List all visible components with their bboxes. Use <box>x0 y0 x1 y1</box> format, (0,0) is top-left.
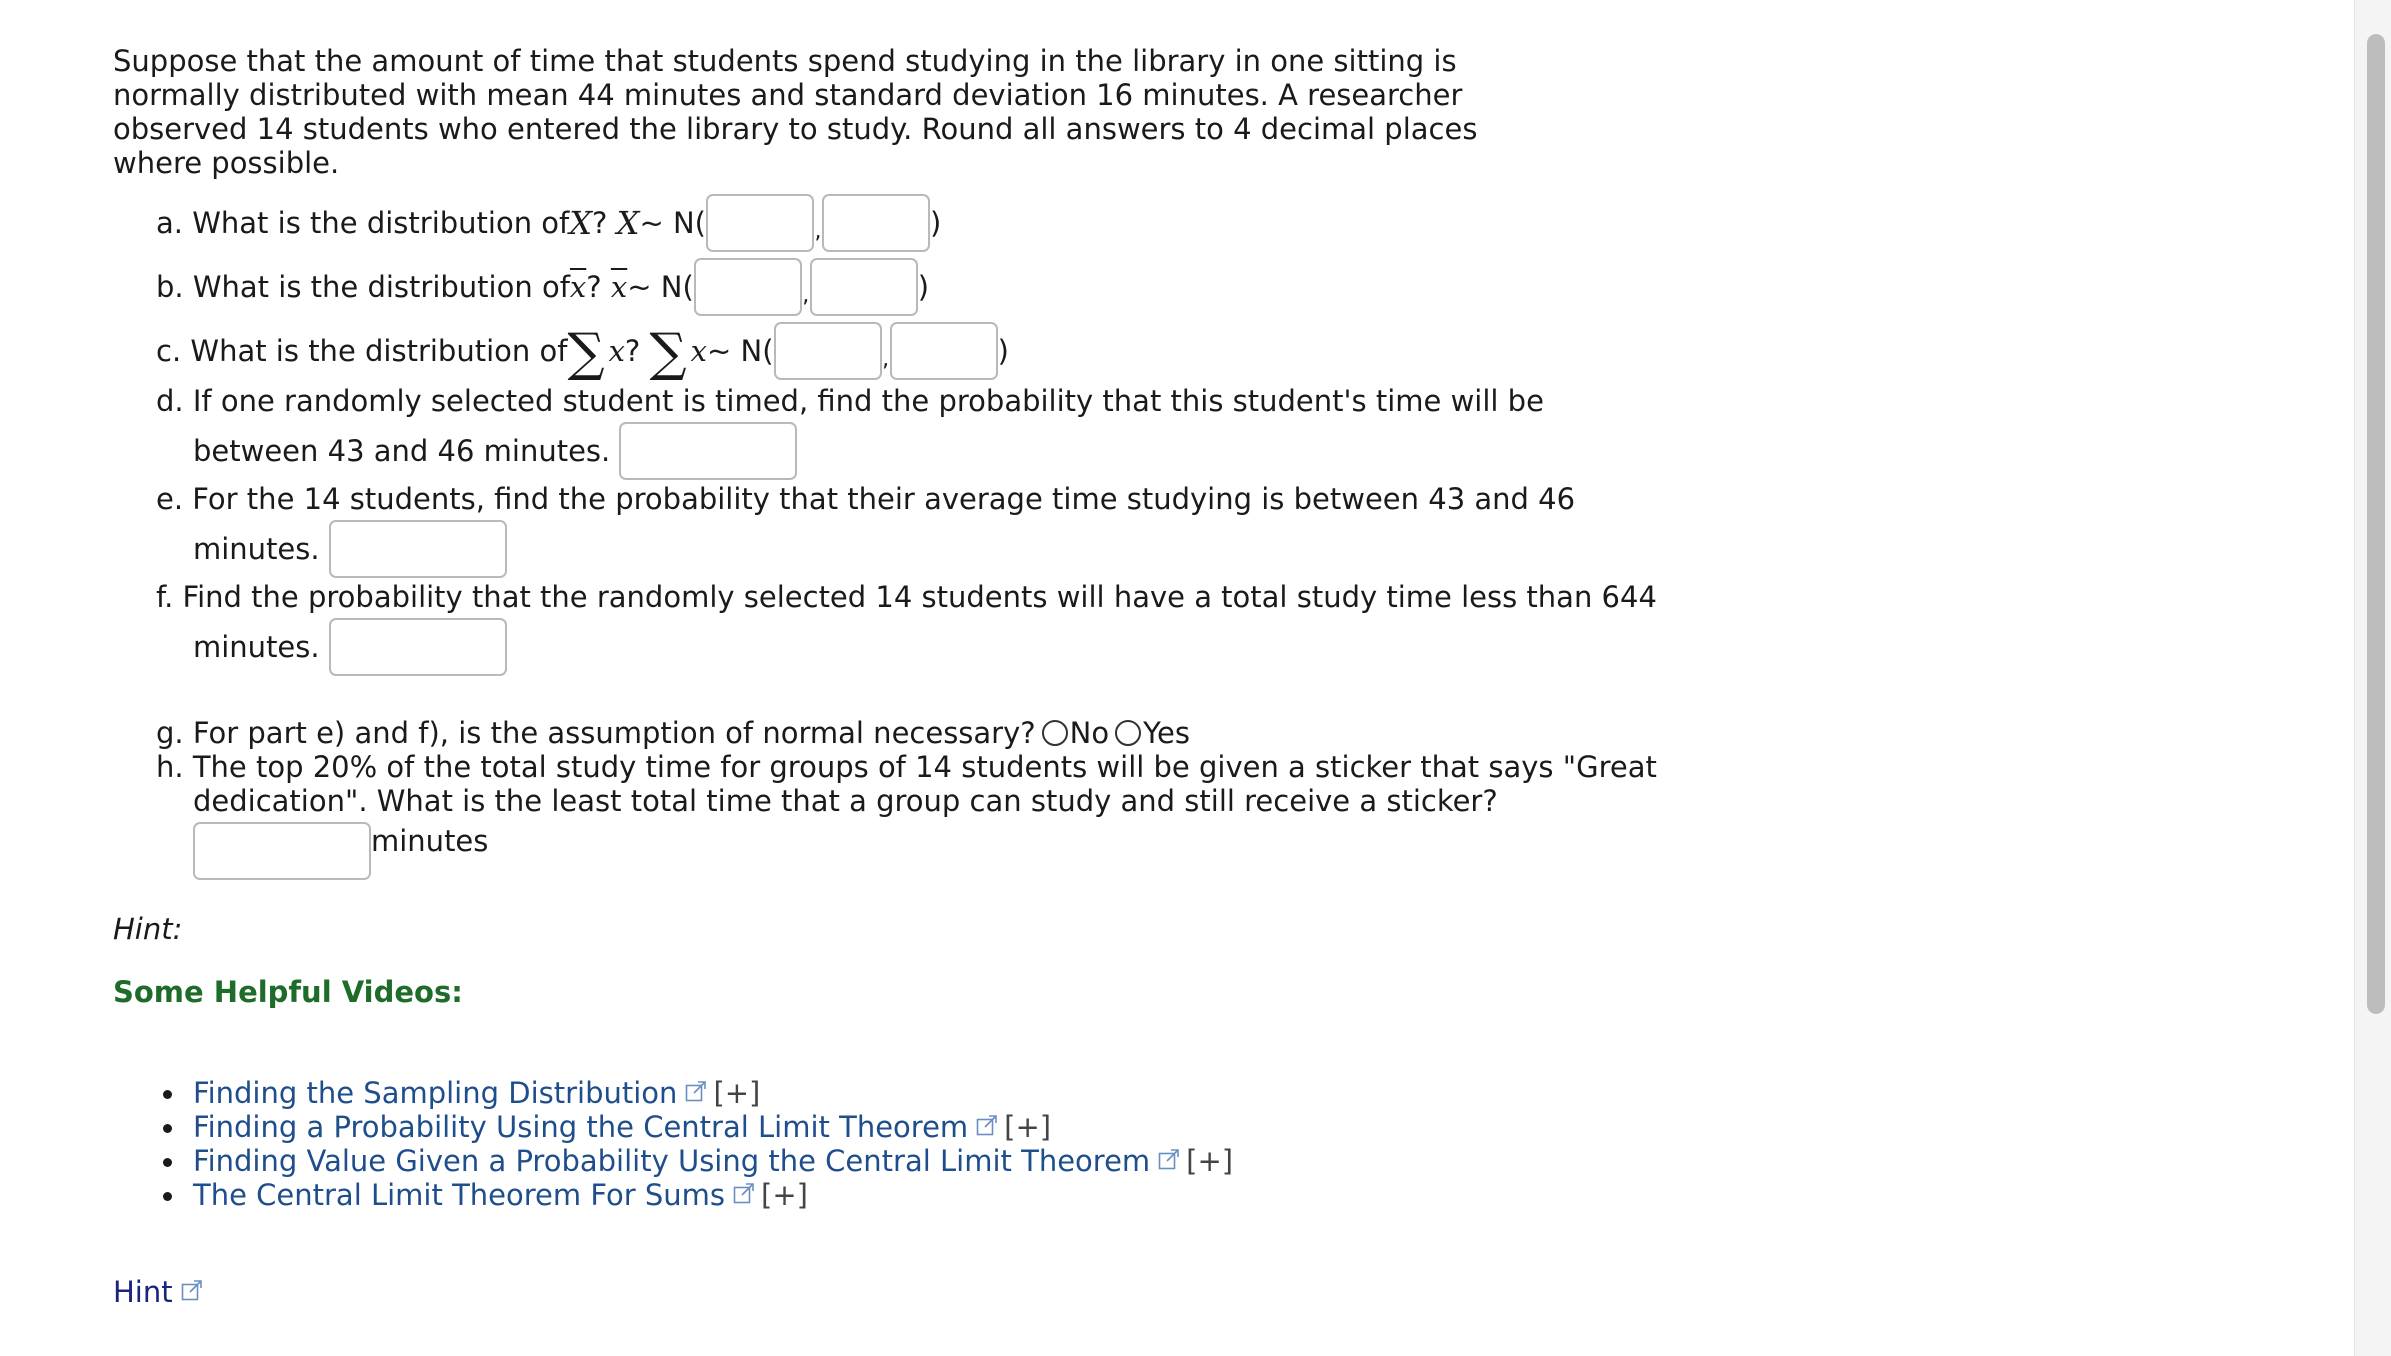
var-xbar: $\overline{x}$ <box>569 270 587 304</box>
question-b-text: What is the distribution of <box>192 270 570 304</box>
question-f-text-2: minutes. <box>193 630 320 664</box>
var-xbar-2: $\overline{x}$ <box>610 270 628 304</box>
question-g-text: For part e) and f), is the assumption of normal necessary? <box>192 716 1036 750</box>
hint-label: Hint: <box>113 912 183 946</box>
b-sd-input[interactable] <box>810 258 918 316</box>
question-h-label: h. <box>156 750 184 784</box>
question-h-line1 <box>156 750 1657 784</box>
scrollbar-thumb[interactable] <box>2367 34 2385 1014</box>
problem-statement: Suppose that the amount of time that students spend studying in the library in one sitting is normally distributed with mean 44 minutes and standard deviation 16 minutes. A researcher observed 14 students who entered the library to study. Round all answers to 4 decimal places where possible. <box>113 44 1478 180</box>
b-mean-input[interactable] <box>694 258 802 316</box>
question-e-line1 <box>156 482 1575 516</box>
external-link-icon[interactable] <box>733 1182 755 1204</box>
question-h-line2 <box>193 784 1498 818</box>
question-c-label: c. <box>156 334 182 368</box>
question-g-label: g. <box>156 716 184 750</box>
question-e-line2 <box>193 518 507 580</box>
question-d-text: If one randomly selected student is timed, find the probability that this student's time will be <box>192 384 1544 418</box>
question-a-label: a. <box>156 206 183 240</box>
list-item <box>113 1178 1233 1212</box>
hint-link[interactable] <box>113 1275 209 1309</box>
var-x-2: x <box>690 334 708 368</box>
question-f-line1 <box>156 580 1657 614</box>
external-link-icon[interactable] <box>1158 1148 1180 1170</box>
close-paren: ) <box>917 270 930 304</box>
sum-symbol: ∑ <box>567 323 605 383</box>
close-paren: ) <box>929 206 942 240</box>
hint-link-text[interactable]: Hint <box>113 1275 173 1309</box>
external-link-icon[interactable] <box>685 1080 707 1102</box>
question-h-text-2: dedication". What is the least total time that a group can study and still receive a sticker? <box>193 784 1498 818</box>
question-mark: ? <box>586 270 602 304</box>
f-probability-input[interactable] <box>329 618 507 676</box>
normal-notation: ~ N( <box>627 270 694 304</box>
list-item <box>113 1144 1233 1178</box>
question-f-text: Find the probability that the randomly selected 14 students will have a total study time less than 644 <box>182 580 1657 614</box>
h-minutes-input[interactable] <box>193 822 371 880</box>
expand-video-1[interactable]: [+] <box>1004 1110 1052 1144</box>
expand-video-3[interactable]: [+] <box>761 1178 808 1212</box>
helpful-videos-heading: Some Helpful Videos: <box>113 975 463 1009</box>
a-mean-input[interactable] <box>706 194 814 252</box>
list-item <box>113 1110 1233 1144</box>
comma: , <box>882 346 890 372</box>
video-link-clt-sums[interactable]: The Central Limit Theorem For Sums <box>193 1178 726 1212</box>
d-probability-input[interactable] <box>619 422 797 480</box>
question-d-label: d. <box>156 384 184 418</box>
question-d-line1 <box>156 384 1544 418</box>
video-link-probability-clt[interactable]: Finding a Probability Using the Central Limit Theorem <box>193 1110 969 1144</box>
comma: , <box>814 218 822 244</box>
video-link-value-given-probability[interactable]: Finding Value Given a Probability Using the Central Limit Theorem <box>193 1144 1151 1178</box>
sum-symbol-2: ∑ <box>649 323 687 383</box>
var-X-2: X <box>616 204 640 242</box>
question-d-line2 <box>193 420 797 482</box>
question-c <box>156 320 1009 382</box>
a-sd-input[interactable] <box>822 194 930 252</box>
video-link-sampling-distribution[interactable]: Finding the Sampling Distribution <box>193 1076 678 1110</box>
radio-yes[interactable] <box>1115 720 1141 746</box>
c-sd-input[interactable] <box>890 322 998 380</box>
question-mark: ? <box>624 334 641 368</box>
comma: , <box>802 282 810 308</box>
question-a <box>156 192 941 254</box>
question-f-line2 <box>193 616 507 678</box>
radio-no[interactable] <box>1042 720 1068 746</box>
question-h-answer <box>193 820 488 882</box>
question-d-text-2: between 43 and 46 minutes. <box>193 434 611 468</box>
question-b-label: b. <box>156 270 184 304</box>
question-h-text: The top 20% of the total study time for groups of 14 students will be given a sticker that says "Great <box>192 750 1657 784</box>
list-item <box>113 1076 1233 1110</box>
question-e-text-2: minutes. <box>193 532 320 566</box>
question-e-label: e. <box>156 482 184 516</box>
question-e-text: For the 14 students, find the probability that their average time studying is between 43 and 46 <box>192 482 1576 516</box>
helpful-videos-list <box>113 1076 1233 1212</box>
external-link-icon[interactable] <box>976 1114 998 1136</box>
normal-notation: ~ N( <box>707 334 774 368</box>
close-paren: ) <box>997 334 1009 368</box>
radio-yes-label[interactable]: Yes <box>1143 716 1190 750</box>
external-link-icon[interactable] <box>181 1279 203 1301</box>
question-g <box>156 716 1190 750</box>
vertical-scrollbar[interactable] <box>2354 0 2391 1356</box>
question-mark: ? <box>592 206 608 240</box>
var-x: x <box>608 334 625 368</box>
question-f-label: f. <box>156 580 174 614</box>
var-X: X <box>569 204 593 242</box>
normal-notation: ~ N( <box>639 206 706 240</box>
minutes-unit: minutes <box>371 824 489 858</box>
question-a-text: What is the distribution of <box>192 206 570 240</box>
e-probability-input[interactable] <box>329 520 507 578</box>
radio-no-label[interactable]: No <box>1069 716 1110 750</box>
question-b <box>156 256 929 318</box>
expand-video-2[interactable]: [+] <box>1186 1144 1234 1178</box>
question-c-text: What is the distribution of <box>190 334 568 368</box>
c-mean-input[interactable] <box>774 322 882 380</box>
expand-video-0[interactable]: [+] <box>713 1076 761 1110</box>
